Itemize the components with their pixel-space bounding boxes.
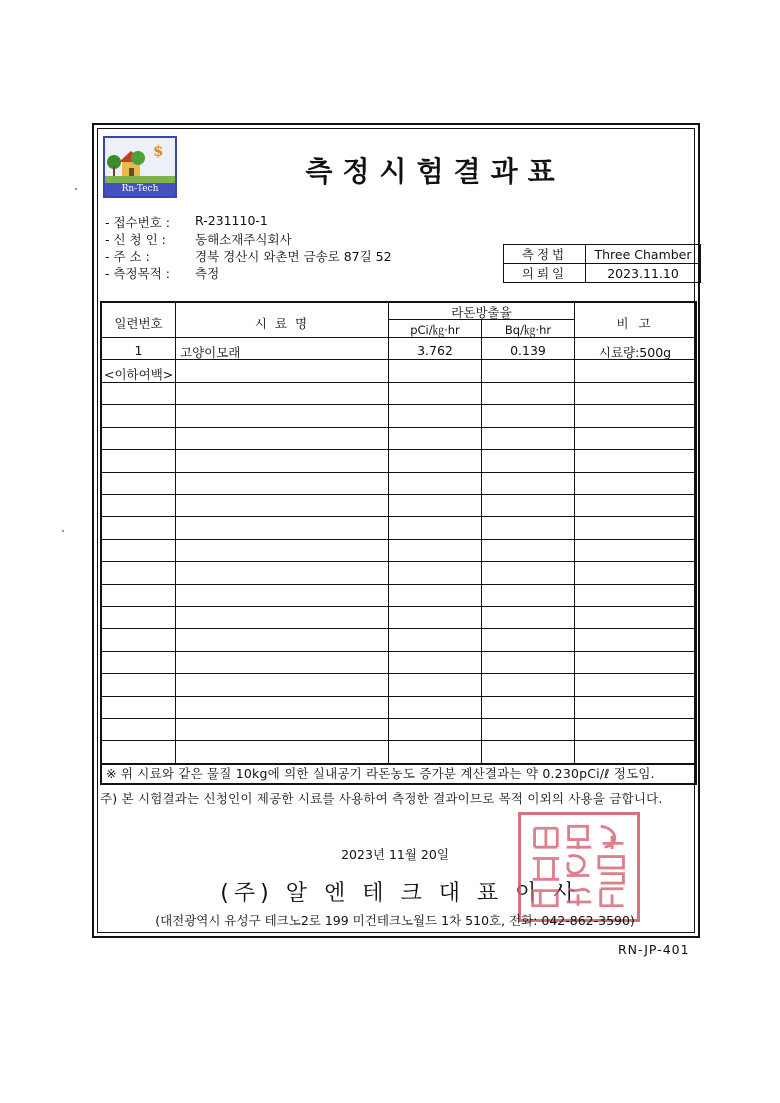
header-sample-name: 시 료 명 [254, 316, 310, 331]
table-row-line [102, 606, 695, 607]
scan-speck [75, 188, 77, 190]
applicant-row [105, 230, 292, 248]
table-row-line [102, 718, 695, 719]
table-row-line [102, 673, 695, 674]
blank-below-marker: <이하여백> [104, 367, 174, 382]
row-sample-name: 고양이모래 [180, 345, 241, 360]
table-row-line [102, 696, 695, 697]
header-unit-pci: pCi/㎏·hr [410, 323, 460, 337]
page-title: 측정시험결과표 [305, 155, 565, 188]
info-label: - 신 청 인 : [105, 232, 166, 247]
request-date-label: 의뢰일 [504, 264, 586, 283]
request-date-value: 2023.11.10 [586, 264, 701, 283]
table-row-line [102, 516, 695, 517]
table-row-line [102, 651, 695, 652]
info-value: R-231110-1 [195, 213, 268, 228]
info-value: 경북 경산시 와촌면 금송로 87길 52 [195, 249, 392, 264]
table-row-line [102, 472, 695, 473]
table-row-line [102, 740, 695, 741]
table-row-line [102, 427, 695, 428]
table-row-line [102, 561, 695, 562]
column-divider [388, 303, 389, 763]
purpose-row [105, 264, 220, 282]
house-tree-icon [105, 138, 175, 184]
info-value: 동해소재주식회사 [195, 232, 292, 247]
method-table [503, 244, 701, 283]
table-row-line [102, 449, 695, 450]
method-value: Three Chamber [586, 245, 701, 264]
receipt-number-row [105, 213, 268, 231]
header-serial-number: 일련번호 [114, 316, 163, 331]
table-row-line [102, 539, 695, 540]
column-divider [175, 303, 176, 763]
svg-text:$: $ [153, 142, 164, 160]
issue-date: 2023년 11월 20일 [341, 847, 449, 862]
calculation-footnote: ※ 위 시료와 같은 물질 10kg에 의한 실내공기 라돈농도 증가분 계산결과는 약 0.230pCi/ℓ 정도임. [100, 765, 697, 785]
address-row [105, 247, 392, 265]
row-pci-value: 3.762 [417, 343, 453, 358]
table-row-line [102, 404, 695, 405]
info-label: - 주 소 : [105, 249, 150, 264]
company-seal-stamp [518, 812, 640, 922]
usage-remark: 주) 본 시험결과는 신청인이 제공한 시료를 사용하여 측정한 결과이므로 목적 이외의 사용을 금합니다. [100, 791, 663, 806]
info-label: - 접수번호 : [105, 215, 170, 230]
row-serial: 1 [134, 343, 143, 358]
document-code: RN-JP-401 [618, 942, 690, 957]
logo-caption: Rn-Tech [105, 183, 175, 196]
table-row-line [102, 382, 695, 383]
info-label: - 측정목적 : [105, 266, 170, 281]
header-remarks: 비 고 [616, 316, 654, 331]
table-row-line [102, 584, 695, 585]
header-unit-bq: Bq/㎏·hr [504, 323, 552, 337]
header-radon-emission: 라돈방출율 [451, 305, 512, 320]
method-label: 측정법 [504, 245, 586, 264]
row-remark: 시료량:500g [598, 345, 672, 360]
scan-speck [62, 530, 64, 532]
info-value: 측정 [195, 266, 220, 281]
row-bq-value: 0.139 [510, 343, 546, 358]
column-divider [574, 303, 575, 763]
company-logo [103, 136, 177, 198]
table-row-line [102, 494, 695, 495]
company-representative: (주) 알 엔 테 크 대 표 이 사 [220, 881, 580, 906]
table-row-line [102, 628, 695, 629]
company-address: (대전광역시 유성구 테크노2로 199 미건테크노월드 1차 510호, 전화: 042-862-3590) [155, 913, 635, 928]
